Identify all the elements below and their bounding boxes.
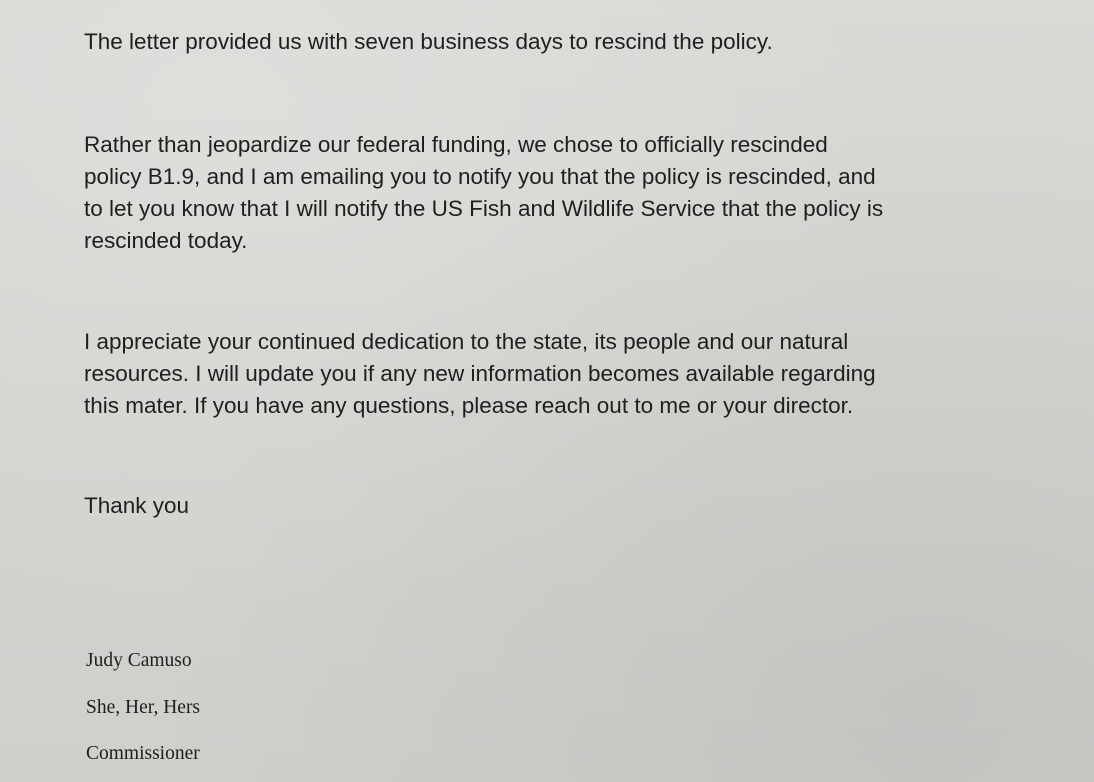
paragraph-appreciation: I appreciate your continued dedication to the state, its people and our natural resources. I will update you if any new information becomes available regarding this mater. If you have any questions, please reach out to me or your director. <box>84 329 876 418</box>
signature-title: Commissioner <box>86 743 200 764</box>
paragraph-rescind-deadline: The letter provided us with seven business days to rescind the policy. <box>84 29 773 54</box>
signature-pronouns: She, Her, Hers <box>86 697 201 718</box>
signature-name: Judy Camuso <box>86 650 192 671</box>
closing-thank-you: Thank you <box>84 493 190 518</box>
paragraph-policy-rescinded: Rather than jeopardize our federal funding, we chose to officially rescinded policy B1.9, and I am emailing you to notify you that the policy is rescinded, and to let you know that I will notify the US Fish and Wildlife Service that the policy is rescinded today. <box>84 132 884 253</box>
